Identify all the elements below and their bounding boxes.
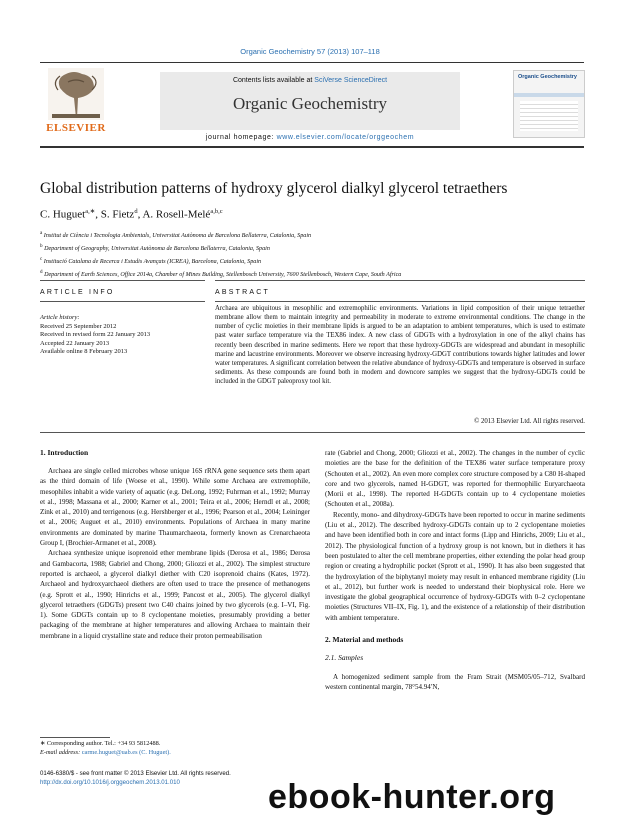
homepage-prefix: journal homepage: [205,134,275,141]
issn-line: 0146-6380/$ - see front matter © 2013 Elsevier Ltd. All rights reserved. [40,770,231,777]
body-paragraph: Recently, mono- and dihydroxy-GDGTs have been reported to occur in marine sediments (Liu et al., 2012). The described hydroxy-GDGTs contain up to 2 cyclopentane moieties and have been identified both in core and intact forms (Lipp and Hinrichs, 2009; Liu et al., 2012). The physiological function of a hydroxy group is not known, but in diethers it has been postulated to alter the cell membrane properties, either extending the polar head group region or creating a hydrophilic pocket (Sprott et al., 1990). It has also been suggested that the hydroxylation of the biphytanyl moiety may result in enhanced membrane rigidity (Liu et al., 2012), but further work is needed to understand their biophysical role. Here we investigate the global geographical occurrence of hydroxy-GDGTs with 0–2 cyclopentane moieties (Structures VII–IX, Fig. 1), and the existence of a relationship of their distribution with ambient temperature. [325,510,585,622]
history-item: Received in revised form 22 January 2013 [40,331,151,339]
journal-header [160,72,460,130]
abstract-text: Archaea are ubiquitous in mesophilic and extremophilic environments. Variations in lipid composition of their unique tetraether membrane allow them to maintain integrity and permeability in moderate to extreme environmental conditions. The change in the number of cyclic moieties in their membrane lipids is argued to be an adaptation to ambient temperatures, which is used to estimate past water surface temperature via the TEX86 index. A new class of GDGTs with a hydroxylation in one of the alkyl chains has recently been described in marine sediments. Here we report that these hydroxy-GDGTs are widespread and abundant in mesophilic marine and lacustrine environments. Moreover we observe increasing hydroxy-GDGT contributions towards higher latitudes and lower water temperatures. A significant correlation between the relative abundance of hydroxy-GDGTs and temperature is observed in surface sediments. As these compounds are found both in modern and downcore samples we suggest that the hydroxy-GDGTs could be included in the GDGT paleoproxy tool kit. [215,305,585,386]
author[interactable]: C. Huguet [40,208,86,221]
author-list: C. Huguet$^{a,∗}$, S. Fietz$^d$, A. Rosell-Melé$^{a,b,c}$ [40,208,223,221]
history-label: Article history: [40,314,80,321]
affiliation: $^c$ Institució Catalana de Recerca i Estudis Avançats (ICREA), Barcelona, Catalonia, Spain [40,256,262,266]
left-column [40,466,310,641]
abstract-rule [215,301,585,302]
history-item: Received 25 September 2012 [40,322,117,330]
introduction-heading: 1. Introduction [40,448,89,457]
journal-homepage [160,134,460,141]
copyright: © 2013 Elsevier Ltd. All rights reserved. [474,418,585,425]
abstract-rule-top [215,280,585,281]
affiliations [40,228,600,280]
homepage-link[interactable]: www.elsevier.com/locate/orggeochem [276,134,415,141]
author-sup[interactable]: a,b,c [210,208,223,215]
watermark: ebook-hunter.org [268,778,556,816]
history-item: Accepted 22 January 2013 [40,339,110,347]
elsevier-logo [42,68,110,138]
history-item: Available online 8 February 2013 [40,348,128,356]
article-info-heading: ARTICLE INFO [40,289,115,296]
corresponding-author: ∗ Corresponding author. Tel.: +34 93 5812488. [40,740,161,747]
abstract-heading: ABSTRACT [215,289,270,296]
methods-heading: 2. Material and methods [325,635,404,645]
email-link[interactable]: carme.huguet@uab.es (C. Huguet). [81,748,171,756]
article-info-rule [40,301,205,302]
affiliation: $^b$ Department of Geography, Universitat Autònoma de Barcelona Bellaterra, Catalonia, Spain [40,243,270,253]
affiliation: $^d$ Department of Earth Sciences, Office 2014a, Chamber of Mines Building, Stellenbosch University, 7600 Stellenbosch, Western Cape, South Africa [40,269,402,279]
header-rule [40,146,584,148]
body-paragraph: rate (Gabriel and Chong, 2000; Gliozzi et al., 2002). The changes in the number of cyclic moieties are the base for the definition of the TEX86 water surface temperature proxy (Schouten et al., 2002). An even more complex core structure composed by a C80 H-shaped core and two glycerols, named H-GDGT, was reported for thermophilic Euryarchaeota (Morii et al., 1998). The reported H-GDGTs contain up to 4 cyclopentane moieties (Schouten et al., 2008a). [325,449,585,509]
cover-band [514,93,584,97]
author-sup[interactable]: a,∗ [85,208,96,215]
doi-link[interactable]: http://dx.doi.org/10.1016/j.orggeochem.2013.01.010 [40,778,180,786]
article-info-rule-top [40,280,205,281]
sciencedirect-link[interactable]: SciVerse ScienceDirect [314,77,388,84]
contents-prefix: Contents lists available at [232,77,313,84]
article-history [40,314,205,357]
journal-reference[interactable]: Organic Geochemistry 57 (2013) 107–118 [240,47,380,56]
journal-name: Organic Geochemistry [232,94,388,113]
article-title: Global distribution patterns of hydroxy glycerol dialkyl glycerol tetraethers [40,180,508,197]
body-paragraph: Archaea synthesize unique isoprenoid ether membrane lipids (Derosa et al., 1986; Derosa and Gambacorta, 1988; Gabriel and Chong, 2000; Gliozzi et al., 2002). The simplest structure reported is archaeol, a glycerol dialkyl diether with C20 isoprenoid chains (Kates, 1972). Archaeol and hydroxyarchaeol diethers are often used to trace the presence of methanogens (e.g. Sprott et al., 1990; Hinrichs et al., 1999; Pancost et al., 2005). The glycerol dialkyl glycerol tetraethers (GDGTs) present two C40 chains joined by two glycerols (e.g. I–VI, Fig. 1). Some GDGTs contain up to 8 cyclopentane moieties, presumably providing a better packaging of the membrane at higher temperatures and allowing Archaea to maintain their membrane in a liquid crystalline state and reduce their proton permeabilisation [40,549,310,640]
contents-line [160,77,460,84]
cover-title: Organic Geochemistry [518,74,577,80]
author-sup[interactable]: d [134,208,138,215]
email-line: E-mail address: carme.huguet@uab.es (C. Huguet). [40,748,171,756]
elsevier-tree-icon [48,68,104,120]
author[interactable]: S. Fietz [100,208,135,221]
affiliation: $^a$ Institut de Ciència i Tecnologia Ambientals, Universitat Autònoma de Barcelona Bellaterra, Catalonia, Spain [40,230,312,240]
abstract-rule-bottom [40,432,585,433]
cover-lines [520,101,578,131]
author[interactable]: A. Rosell-Melé [142,208,211,221]
footnote-rule [40,737,110,738]
footnote [40,740,310,757]
right-column [325,448,585,692]
journal-cover-thumbnail [513,70,585,138]
body-paragraph: Archaea are single celled microbes whose unique 16S rRNA gene sequence sets them apart as the third domain of life (Woese et al., 1990). While some Archaea are extremophile, mesophiles inhabit a wide variety of aquatic (e.g. DeLong, 1992; Fuhrman et al., 1992; Murray et al., 1998; Massana et al., 2000; Karner et al., 2001; Teira et al., 2006; Herndl et al., 2008; Zink et al., 2010) and terrigenous (e.g. Hershberger et al., 1996; Pearson et al., 2004; Leininger et al., 2006; Auguet et al., 2010) environments. Populations of Archaea in many marine environments are dominated by marine Thaumarchaeota, formerly known as Crenarchaeota Group I, (Brochier-Armanet et al., 2008). [40,467,310,548]
publisher-name: ELSEVIER [46,122,106,134]
samples-heading: 2.1. Samples [325,653,364,663]
body-paragraph: A homogenized sediment sample from the Fram Strait (MSM05/05–712, Svalbard western continental margin, 78°54.94′N, [325,672,585,691]
